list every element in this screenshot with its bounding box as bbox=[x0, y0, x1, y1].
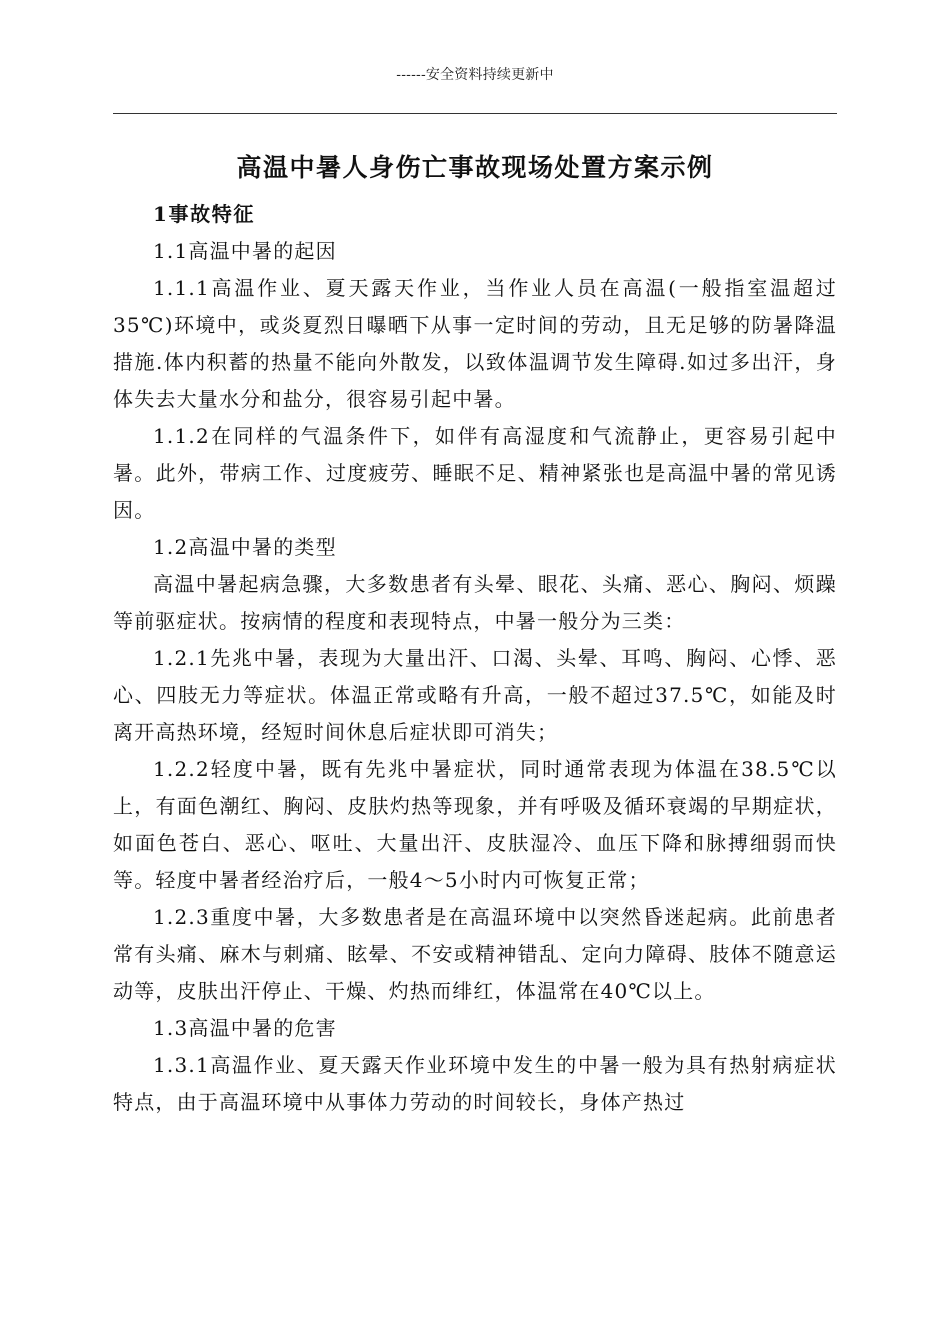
paragraph-1-3-1: 1.3.1高温作业、夏天露天作业环境中发生的中暑一般为具有热射病症状特点，由于高温环境中从事体力劳动的时间较长，身体产热过 bbox=[113, 1053, 837, 1114]
paragraph-1-2-1: 1.2.1先兆中暑，表现为大量出汗、口渴、头晕、耳鸣、胸闷、心悸、恶心、四肢无力等症状。体温正常或略有升高，一般不超过37.5℃，如能及时离开高热环境，经短时间休息后症状即可消失； bbox=[113, 646, 837, 744]
paragraph-1-2-3: 1.2.3重度中暑，大多数患者是在高温环境中以突然昏迷起病。此前患者常有头痛、麻木与刺痛、眩晕、不安或精神错乱、定向力障碍、肢体不随意运动等，皮肤出汗停止、干燥、灼热而绯红，体温常在40℃以上。 bbox=[113, 905, 837, 1003]
document-title: 高温中暑人身伤亡事故现场处置方案示例 bbox=[236, 152, 714, 182]
subsection-heading-1-2: 1.2高温中暑的类型 bbox=[153, 535, 337, 559]
section-heading-1: 1事故特征 bbox=[153, 202, 255, 226]
paragraph-1-1-2: 1.1.2在同样的气温条件下，如伴有高湿度和气流静止，更容易引起中暑。此外，带病工作、过度疲劳、睡眠不足、精神紧张也是高温中暑的常见诱因。 bbox=[113, 424, 837, 522]
document-body bbox=[113, 196, 837, 1121]
subsection-heading-1-1: 1.1高温中暑的起因 bbox=[153, 239, 337, 263]
page-header-text: ------安全资料持续更新中 bbox=[396, 67, 554, 83]
subsection-heading-1-3: 1.3高温中暑的危害 bbox=[153, 1016, 337, 1040]
paragraph-1-2-intro: 高温中暑起病急骤，大多数患者有头晕、眼花、头痛、恶心、胸闷、烦躁等前驱症状。按病情的程度和表现特点，中暑一般分为三类： bbox=[113, 572, 837, 633]
paragraph-1-1-1: 1.1.1高温作业、夏天露天作业，当作业人员在高温(一般指室温超过35℃)环境中，或炎夏烈日曝晒下从事一定时间的劳动，且无足够的防暑降温措施.体内积蓄的热量不能向外散发，以致体温调节发生障碍.如过多出汗，身体失去大量水分和盐分，很容易引起中暑。 bbox=[113, 276, 837, 411]
header-divider bbox=[113, 113, 837, 114]
paragraph-1-2-2: 1.2.2轻度中暑，既有先兆中暑症状，同时通常表现为体温在38.5℃以上，有面色潮红、胸闷、皮肤灼热等现象，并有呼吸及循环衰竭的早期症状，如面色苍白、恶心、呕吐、大量出汗、皮肤湿冷、血压下降和脉搏细弱而快等。轻度中暑者经治疗后，一般4～5小时内可恢复正常； bbox=[113, 757, 837, 892]
